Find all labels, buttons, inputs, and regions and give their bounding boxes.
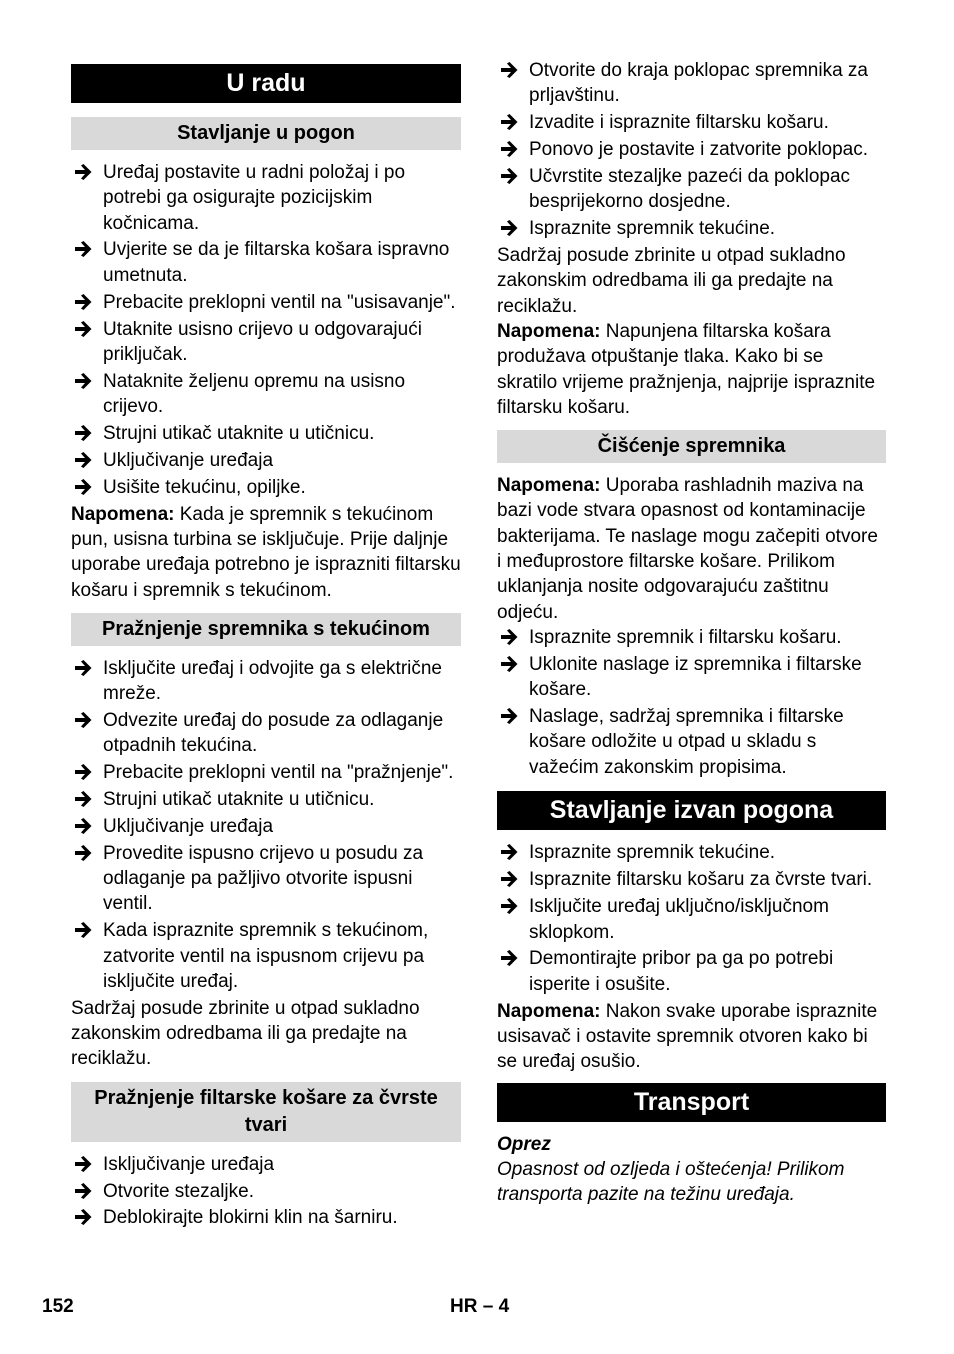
step-text: Uređaj postavite u radni položaj i po potrebi ga osigurajte pozicijskim kočnicama. — [103, 162, 406, 234]
step-text: Otvorite stezaljke. — [103, 1180, 254, 1202]
arrow-right-icon — [75, 164, 93, 180]
step-item — [71, 475, 461, 500]
step-item — [497, 894, 886, 945]
step-text: Izvadite i ispraznite filtarsku košaru. — [529, 112, 829, 134]
step-item — [71, 787, 461, 812]
arrow-right-icon — [75, 712, 93, 728]
note-label: Napomena: — [497, 320, 601, 342]
cleaning-steps — [497, 625, 886, 780]
step-item — [497, 216, 886, 241]
section-title-shutdown: Stavljanje izvan pogona — [497, 791, 886, 830]
caution-title: Oprez — [497, 1133, 551, 1155]
section-title-transport: Transport — [497, 1083, 886, 1122]
arrow-right-icon — [75, 791, 93, 807]
step-text: Kada ispraznite spremnik s tekućinom, zatvorite ventil na ispusnom crijevu pa isključite uređaj. — [103, 920, 429, 992]
arrow-right-icon — [75, 452, 93, 468]
note-label: Napomena: — [497, 1000, 601, 1022]
step-item — [497, 704, 886, 780]
arrow-right-icon — [75, 321, 93, 337]
step-text: Provedite ispusno crijevo u posudu za odlaganje pa pažljivo otvorite ispusni ventil. — [103, 842, 424, 915]
arrow-right-icon — [501, 141, 519, 157]
step-text: Ispraznite spremnik tekućine. — [529, 218, 776, 240]
step-item — [497, 867, 886, 892]
arrow-right-icon — [75, 479, 93, 495]
start-up-note — [71, 502, 461, 603]
arrow-right-icon — [75, 425, 93, 441]
step-text: Nataknite željenu opremu na usisno crijevo. — [103, 370, 406, 418]
step-item — [71, 760, 461, 785]
step-text: Demontirajte pribor pa ga po potrebi isperite i osušite. — [529, 948, 834, 995]
step-text: Otvorite do kraja poklopac spremnika za prljavštinu. — [529, 60, 868, 107]
arrow-right-icon — [501, 871, 519, 887]
step-text: Utaknite usisno crijevo u odgovarajući priključak. — [103, 318, 422, 365]
arrow-right-icon — [501, 220, 519, 236]
step-text: Ponovo je postavite i zatvorite poklopac. — [529, 139, 869, 161]
arrow-right-icon — [75, 922, 93, 938]
step-text: Isključite uređaj i odvojite ga s električne mreže. — [103, 657, 443, 705]
note-text: Napunjena filtarska košara produžava otpuštanje tlaka. Kako bi se skratilo vrijeme pražnjenja, najprije ispraznite filtarsku košaru. — [497, 320, 876, 418]
heading-start-up: Stavljanje u pogon — [71, 117, 461, 150]
arrow-right-icon — [75, 1156, 93, 1172]
note-label: Napomena: — [71, 503, 175, 525]
note-text: Uporaba rashladnih maziva na bazi vode stvara opasnost od kontaminacije bakterijama. Te naslage mogu začepiti otvore i međuprostore filtarske košare. Prilikom uklanjanja nosite odgovarajuću zaštitnu odjeću. — [497, 475, 878, 623]
arrow-right-icon — [501, 950, 519, 966]
cleaning-note — [497, 473, 886, 625]
step-text: Prebacite preklopni ventil na "usisavanje". — [103, 291, 456, 313]
empty-filter-basket-steps — [71, 1152, 461, 1231]
disposal-paragraph-2: Sadržaj posude zbrinite u otpad sukladno zakonskim odredbama ili ga predajte na reciklažu. — [497, 245, 846, 317]
note-text: Nakon svake uporabe ispraznite usisavač i ostavite spremnik otvoren kako bi se uređaj osušio. — [497, 1000, 878, 1073]
step-text: Isključite uređaj uključno/isključnom sklopkom. — [529, 896, 829, 943]
step-text: Učvrstite stezaljke pazeći da poklopac besprijekorno dosjedne. — [529, 165, 851, 213]
step-item — [71, 1152, 461, 1177]
step-item — [71, 918, 461, 994]
step-item — [71, 814, 461, 839]
arrow-right-icon — [75, 660, 93, 676]
left-column — [71, 64, 461, 1232]
step-text: Uključivanje uređaja — [103, 449, 274, 471]
step-item — [71, 369, 461, 420]
arrow-right-icon — [501, 708, 519, 724]
arrow-right-icon — [501, 844, 519, 860]
step-text: Uključivanje uređaja — [103, 815, 274, 837]
caution-text: Opasnost od ozljeda i oštećenja! Prilikom transporta pazite na težinu uređaja. — [497, 1158, 845, 1205]
arrow-right-icon — [75, 1183, 93, 1199]
disposal-paragraph: Sadržaj posude zbrinite u otpad sukladno zakonskim odredbama ili ga predajte na reciklažu. — [71, 997, 420, 1070]
arrow-right-icon — [501, 62, 519, 78]
arrow-right-icon — [75, 294, 93, 310]
language-page-label: HR – 4 — [450, 1296, 510, 1317]
step-text: Ispraznite spremnik i filtarsku košaru. — [529, 626, 842, 648]
heading-empty-liquid-tank: Pražnjenje spremnika s tekućinom — [71, 613, 461, 646]
start-up-steps — [71, 160, 461, 500]
arrow-right-icon — [75, 818, 93, 834]
shutdown-note — [497, 999, 886, 1075]
step-item — [71, 448, 461, 473]
step-item — [71, 708, 461, 759]
step-item — [71, 237, 461, 288]
step-item — [71, 656, 461, 707]
heading-cleaning-tank: Čišćenje spremnika — [497, 430, 886, 463]
step-text: Ispraznite filtarsku košaru za čvrste tvari. — [529, 869, 873, 891]
arrow-right-icon — [501, 656, 519, 672]
step-text: Usišite tekućinu, opiljke. — [103, 476, 306, 498]
step-text: Ispraznite spremnik tekućine. — [529, 842, 776, 864]
step-text: Odvezite uređaj do posude za odlaganje otpadnih tekućina. — [103, 709, 444, 757]
step-item — [497, 137, 886, 162]
empty-filter-basket-steps-cont — [497, 58, 886, 241]
step-item — [71, 421, 461, 446]
page-number: 152 — [42, 1296, 74, 1317]
step-text: Strujni utikač utaknite u utičnicu. — [103, 789, 375, 811]
step-item — [497, 164, 886, 215]
arrow-right-icon — [75, 241, 93, 257]
step-item — [71, 160, 461, 236]
empty-liquid-tank-steps — [71, 656, 461, 994]
arrow-right-icon — [501, 629, 519, 645]
shutdown-steps — [497, 840, 886, 997]
step-item — [71, 317, 461, 368]
step-item — [497, 110, 886, 135]
step-item — [497, 625, 886, 650]
note-text: Kada je spremnik s tekućinom pun, usisna turbina se isključuje. Prije daljnje uporabe uređaja potrebno je isprazniti filtarsku košaru i spremnik s tekućinom. — [71, 503, 461, 601]
step-text: Deblokirajte blokirni klin na šarniru. — [103, 1207, 398, 1229]
heading-empty-filter-basket: Pražnjenje filtarske košare za čvrste tvari — [71, 1082, 461, 1142]
arrow-right-icon — [75, 764, 93, 780]
step-item — [497, 946, 886, 997]
step-item — [71, 841, 461, 917]
section-title-operation: U radu — [71, 64, 461, 103]
note-label: Napomena: — [497, 475, 601, 497]
arrow-right-icon — [75, 373, 93, 389]
filter-basket-note — [497, 319, 886, 420]
step-text: Uvjerite se da je filtarska košara ispravno umetnuta. — [103, 239, 450, 286]
step-item — [71, 1179, 461, 1204]
step-text: Prebacite preklopni ventil na "pražnjenje". — [103, 762, 454, 784]
step-text: Strujni utikač utaknite u utičnicu. — [103, 422, 375, 444]
right-column — [497, 58, 886, 1207]
step-item — [497, 652, 886, 703]
step-text: Naslage, sadržaj spremnika i filtarske košare odložite u otpad u skladu s važećim zakonskim propisima. — [529, 705, 844, 778]
step-text: Isključivanje uređaja — [103, 1153, 275, 1175]
step-item — [497, 58, 886, 109]
arrow-right-icon — [501, 168, 519, 184]
step-item — [71, 1205, 461, 1230]
arrow-right-icon — [75, 1209, 93, 1225]
step-item — [497, 840, 886, 865]
arrow-right-icon — [501, 114, 519, 130]
arrow-right-icon — [75, 845, 93, 861]
step-item — [71, 290, 461, 315]
arrow-right-icon — [501, 898, 519, 914]
step-text: Uklonite naslage iz spremnika i filtarske košare. — [529, 653, 862, 701]
